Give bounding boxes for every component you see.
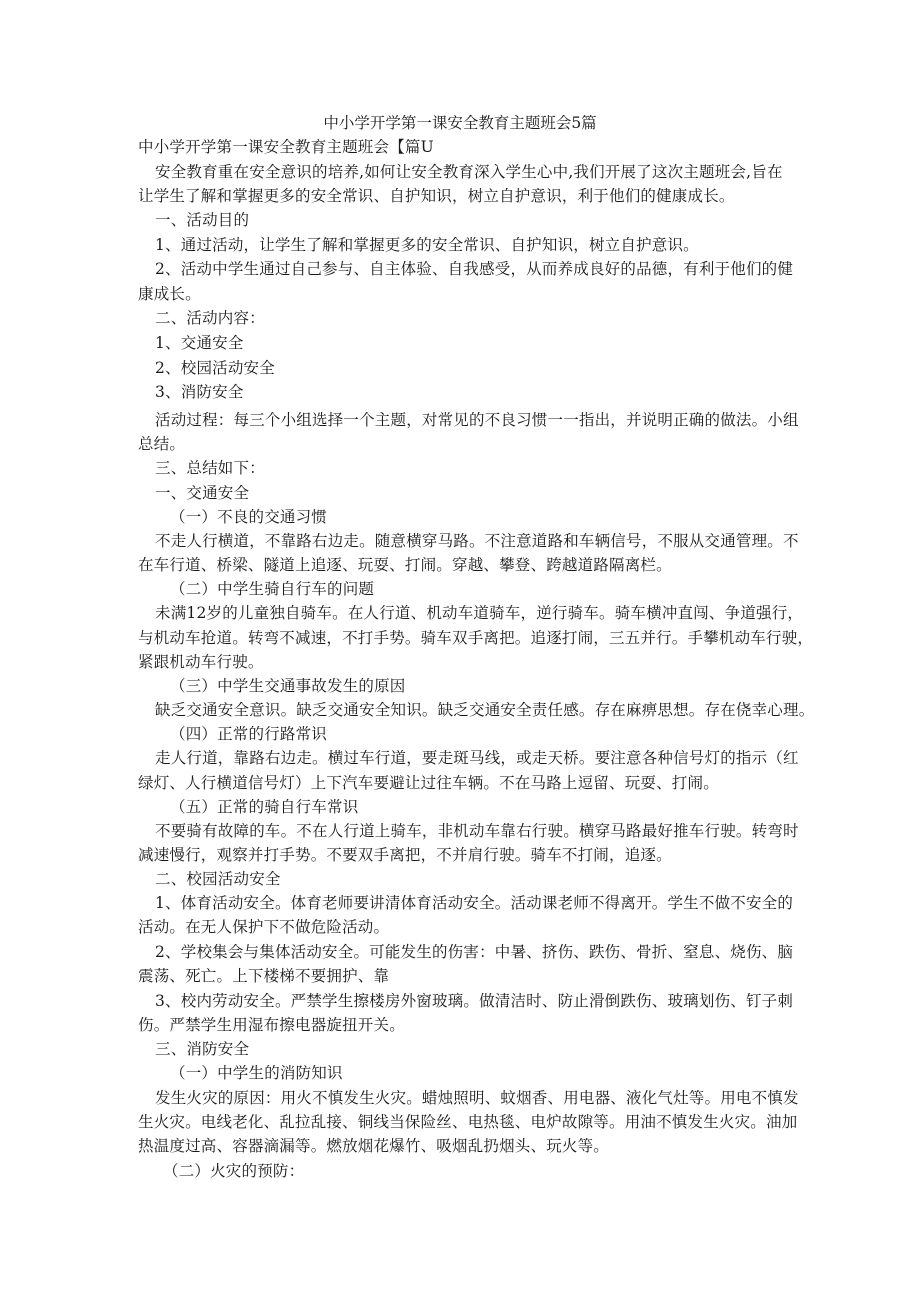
document-subtitle: 中小学开学第一课安全教育主题班会【篇U <box>138 138 434 156</box>
text-line: 伤。严禁学生用湿布擦电器旋扭开关。 <box>138 1016 405 1034</box>
text-line: 总结。 <box>138 435 186 453</box>
list-item: 1、体育活动安全。体育老师要讲清体育活动安全。活动课老师不得离开。学生不做不安全的 <box>155 894 794 912</box>
text-line: 热温度过高、容器滴漏等。燃放烟花爆竹、吸烟乱扔烟头、玩火等。 <box>138 1137 610 1155</box>
subsection-heading: （四）正常的行路常识 <box>170 725 328 743</box>
section-heading: 二、活动内容： <box>155 309 265 327</box>
text-line: 未满12岁的儿童独自骑车。在人行道、机动车道骑车，逆行骑车。骑车横冲直闯、争道强行， <box>155 604 804 622</box>
text-line: 活动。在无人保护下不做危险活动。 <box>138 918 390 936</box>
list-item: 2、校园活动安全 <box>155 359 275 377</box>
section-heading: 三、消防安全 <box>155 1040 250 1058</box>
text-line: 不走人行横道，不靠路右边走。随意横穿马路。不注意道路和车辆信号，不服从交通管理。不 <box>155 532 799 550</box>
subsection-heading: （三）中学生交通事故发生的原因 <box>170 677 406 695</box>
subsection-heading: （二）中学生骑自行车的问题 <box>170 580 375 598</box>
text-line: 紧跟机动车行驶。 <box>138 653 264 671</box>
text-line: 安全教育重在安全意识的培养,如何让安全教育深入学生心中,我们开展了这次主题班会,旨在 <box>155 163 783 181</box>
text-line: 发生火灾的原因：用火不慎发生火灾。蜡烛照明、蚊烟香、用电器、液化气灶等。用电不慎发 <box>155 1089 799 1107</box>
subsection-heading: （二）火灾的预防： <box>163 1162 305 1180</box>
section-heading: 一、交通安全 <box>155 484 250 502</box>
text-line: 在车行道、桥梁、隧道上追逐、玩耍、打闹。穿越、攀登、跨越道路隔离栏。 <box>138 556 672 574</box>
text-line: 活动过程：每三个小组选择一个主题，对常见的不良习惯一一指出，并说明正确的做法。小组 <box>155 411 799 429</box>
section-heading: 一、活动目的 <box>155 211 250 229</box>
text-line: 震荡、死亡。上下楼梯不要拥护、靠 <box>138 967 390 985</box>
text-line: 绿灯、人行横道信号灯）上下汽车要避让过往车辆。不在马路上逗留、玩耍、打闹。 <box>138 774 719 792</box>
text-line: 减速慢行，观察并打手势。不要双手离把，不并肩行驶。骑车不打闹，追逐。 <box>138 846 672 864</box>
text-line: 走人行道，靠路右边走。横过车行道，要走斑马线，或走天桥。要注意各种信号灯的指示（红 <box>155 749 799 767</box>
list-item: 2、活动中学生通过自己参与、自主体验、自我感受，从而养成良好的品德，有利于他们的健 <box>155 260 794 278</box>
list-item: 2、学校集会与集体活动安全。可能发生的伤害：中暑、挤伤、跌伤、骨折、窒息、烧伤、脑 <box>155 943 794 961</box>
subsection-heading: （五）正常的骑自行车常识 <box>170 798 359 816</box>
text-line: 不要骑有故障的车。不在人行道上骑车，非机动车靠右行驶。横穿马路最好推车行驶。转弯时 <box>155 822 799 840</box>
text-line: 康成长。 <box>138 285 201 303</box>
text-line: 缺乏交通安全意识。缺乏交通安全知识。缺乏交通安全责任感。存在麻痹思想。存在侥幸心理。 <box>155 701 815 719</box>
text-line: 与机动车抢道。转弯不减速，不打手势。骑车双手离把。追逐打闹，三五并行。手攀机动车行驶， <box>138 629 814 647</box>
subsection-heading: （一）中学生的消防知识 <box>170 1064 343 1082</box>
list-item: 3、校内劳动安全。严禁学生擦楼房外窗玻璃。做清洁时、防止滑倒跌伤、玻璃划伤、钉子刺 <box>155 992 794 1010</box>
text-line: 生火灾。电线老化、乱拉乱接、铜线当保险丝、电热毯、电炉故隙等。用油不慎发生火灾。油加 <box>138 1113 798 1131</box>
text-line: 让学生了解和掌握更多的安全常识、自护知识，树立自护意识，利于他们的健康成长。 <box>138 187 735 205</box>
document-title: 中小学开学第一课安全教育主题班会5篇 <box>323 114 597 132</box>
list-item: 1、交通安全 <box>155 334 244 352</box>
section-heading: 二、校园活动安全 <box>155 870 281 888</box>
list-item: 3、消防安全 <box>155 383 244 401</box>
section-heading: 三、总结如下： <box>155 459 265 477</box>
subsection-heading: （一）不良的交通习惯 <box>170 508 328 526</box>
list-item: 1、通过活动，让学生了解和掌握更多的安全常识、自护知识，树立自护意识。 <box>155 236 699 254</box>
